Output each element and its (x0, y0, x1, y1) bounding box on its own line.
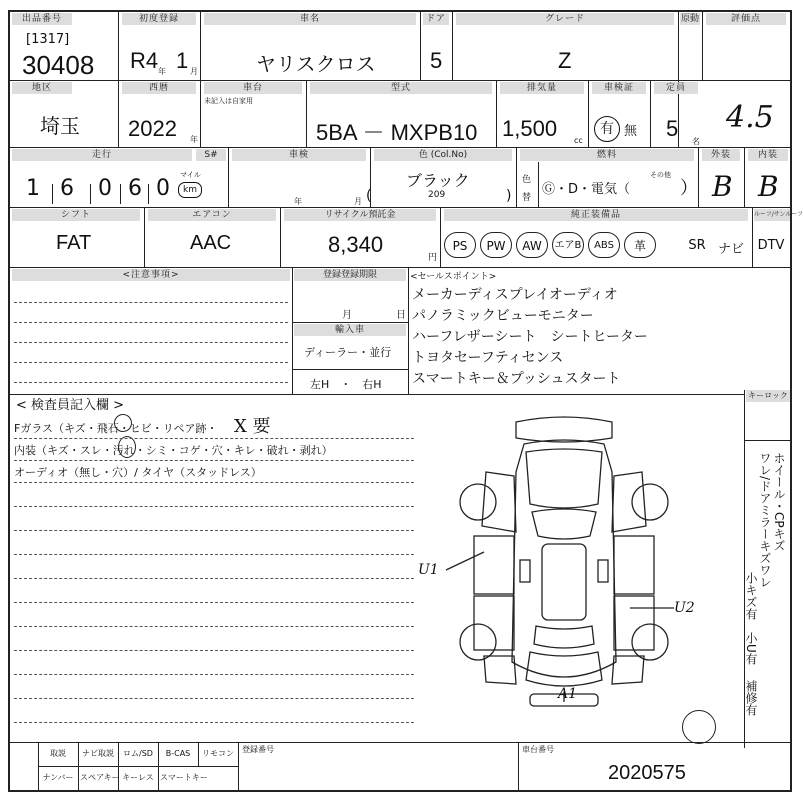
mileage-digit: 6 (128, 176, 142, 201)
note-line (14, 382, 288, 383)
color-iro: 色 (522, 175, 532, 185)
car-diagram (434, 412, 694, 712)
lot-label: 出品番号 (12, 13, 72, 25)
bottom-cell: リモコン (202, 749, 234, 758)
paren-close: ) (506, 188, 512, 204)
right-rear-door (614, 596, 654, 650)
damage-line (446, 552, 484, 570)
sales-point: ハーフレザーシート シートヒーター (412, 329, 648, 345)
inspector-line-rule (14, 460, 414, 461)
col-divider (408, 267, 409, 394)
bottom-cell: スペアキー (80, 773, 120, 782)
doors-value: 5 (430, 48, 443, 73)
exterior-value: B (712, 170, 733, 203)
inspector-line-rule (14, 530, 414, 531)
col-divider (118, 742, 119, 790)
col-divider (496, 80, 497, 147)
origin-label: 原動 (680, 14, 699, 24)
row-divider (10, 267, 790, 268)
side-note: ホイール・CPキズ (772, 452, 786, 552)
grade-value: Z (558, 48, 572, 73)
lot-code: [1317] (26, 32, 70, 47)
reg-era-year: R4 (130, 48, 159, 73)
row-divider (292, 369, 408, 370)
notes-label: <注意事項> (12, 269, 290, 281)
bottom-cell: ナンバー (42, 773, 74, 782)
condition-label: S# (196, 149, 226, 161)
row-divider (38, 766, 238, 767)
roof-label: ルーフ/サンルーフ (754, 209, 790, 221)
score-label: 評価点 (706, 13, 786, 25)
col-divider (292, 267, 293, 394)
bottom-cell: B-CAS (165, 749, 191, 758)
color-code: 209 (428, 190, 446, 200)
mirror-left (520, 560, 530, 582)
recycle-unit: 円 (428, 253, 438, 263)
interior-label: 内装 (748, 149, 788, 161)
expiry-month-unit: 月 (354, 197, 362, 206)
deadline-month: 月 (342, 310, 352, 321)
model-label: 型式 (310, 82, 492, 94)
row-divider (744, 440, 790, 441)
digit-divider (90, 184, 91, 204)
km-unit-circled: km (178, 182, 202, 198)
color-label: 色 (Col.No) (374, 149, 512, 161)
inspector-title: < 検査員記入欄 > (16, 398, 125, 413)
shift-label: シフト (12, 209, 140, 221)
col-divider (228, 147, 229, 207)
col-divider (200, 80, 201, 147)
number-label: 車台 (204, 82, 302, 94)
bottom-cell: スマートキー (160, 773, 208, 782)
circle-mark (114, 414, 132, 432)
capacity-label: 定員 (654, 82, 698, 94)
col-divider (118, 12, 119, 147)
inspector-line-rule (14, 602, 414, 603)
equipment-label: 純正装備品 (444, 209, 748, 221)
inspector-line-rule (14, 626, 414, 627)
keylock-circle (682, 710, 716, 744)
mile-unit: マイル (180, 171, 201, 179)
diagram-mark-a1: A1 (558, 686, 578, 702)
inspector-line-rule (14, 650, 414, 651)
glass-mark: X 要 (234, 416, 271, 437)
bottom-cell: ロム/SD (123, 749, 153, 758)
import-dealer: ディーラー・並行 (304, 346, 392, 359)
capacity-unit: 名 (692, 137, 700, 146)
year-unit: 年 (190, 135, 198, 144)
sales-point: メーカーディスプレイオーディオ (412, 287, 618, 303)
inspector-line: 内装（キズ・スレ・汚れ・シミ・コゲ・穴・キレ・破れ・剥れ） (14, 444, 333, 457)
expiry-year-unit: 年 (294, 197, 302, 206)
bottom-cell: キーレス (122, 773, 154, 782)
inspector-line-rule (14, 722, 414, 723)
deadline-label: 登録登録期限 (294, 269, 406, 281)
inspector-line-rule (14, 554, 414, 555)
equip-dtv: DTV (757, 238, 785, 253)
displacement-label: 排気量 (500, 82, 584, 94)
inspector-line-rule (14, 506, 414, 507)
roof (542, 544, 586, 620)
fuel-close: ） (680, 178, 698, 199)
inspector-line-rule (14, 698, 414, 699)
note-line (14, 302, 288, 303)
fuel-other: その他 (650, 171, 671, 179)
equip-navi: ナビ (717, 242, 744, 257)
left-rear-door (474, 596, 514, 650)
row-divider (292, 322, 408, 323)
col-divider (518, 742, 519, 790)
aircon-value: AAC (190, 232, 232, 254)
region-label: 地区 (12, 82, 72, 94)
reg-year-unit: 年 (158, 67, 166, 76)
import-label: 輸入車 (294, 324, 406, 336)
car-name-label: 車名 (204, 13, 416, 25)
equip-pw: PW (480, 232, 512, 258)
sales-point: トヨタセーフティセンス (412, 350, 564, 366)
inspection-no: 無 (624, 124, 638, 139)
right-front-door (614, 536, 654, 594)
digit-divider (120, 184, 121, 204)
col-divider (238, 742, 239, 790)
inspector-line: Fガラス（キズ・飛石・ヒビ・リペア跡・ (14, 422, 218, 435)
keylock-label: キーロック (746, 390, 790, 402)
mileage-label: 走行 (12, 149, 192, 161)
displacement-unit: cc (574, 136, 583, 145)
first-reg-label: 初度登録 (122, 13, 196, 25)
year-label: 西暦 (122, 82, 196, 94)
trunk (526, 652, 602, 686)
mileage-digit: 1 (26, 176, 40, 201)
grade-label: グレード (456, 13, 674, 25)
col-divider (752, 207, 753, 267)
right-front-fender (612, 472, 646, 532)
auction-sheet (8, 10, 803, 792)
windshield (532, 509, 596, 539)
row-divider (10, 207, 790, 208)
circle-mark (118, 436, 136, 458)
col-divider (200, 12, 201, 80)
side-note: 小U有 (744, 632, 758, 665)
col-divider (650, 80, 651, 147)
row-divider (10, 147, 790, 148)
private-note: 未記入は自家用 (204, 97, 253, 105)
interior-value: B (758, 170, 779, 203)
left-rear-fender (484, 656, 516, 684)
col-divider (516, 147, 517, 207)
col-divider (744, 147, 745, 207)
fuel-label: 燃料 (520, 149, 694, 161)
col-divider (698, 147, 699, 207)
car-name: ヤリスクロス (256, 54, 376, 76)
side-note: 小キズ有 (744, 572, 758, 620)
diagram-mark-u2: U2 (674, 600, 695, 616)
reg-month: 1 (176, 48, 189, 73)
inspection-yes-circled: 有 (594, 116, 620, 142)
doors-label: ドア (423, 13, 449, 25)
front-left-wheel (460, 484, 496, 520)
lot-number: 30408 (22, 50, 95, 80)
rear-right-wheel (632, 624, 668, 660)
side-note: 補修有 (744, 680, 758, 716)
shift-value: FAT (56, 232, 92, 254)
col-divider (198, 742, 199, 766)
chassis-no-label: 車台番号 (522, 745, 554, 754)
deadline-day: 日 (396, 310, 406, 321)
sales-point: スマートキー＆プッシュスタート (412, 371, 621, 387)
recycle-value: 8,340 (328, 232, 384, 257)
region-value: 埼玉 (40, 116, 80, 138)
col-divider (144, 207, 145, 267)
col-divider (538, 162, 539, 207)
aircon-label: エアコン (148, 209, 276, 221)
inspection-label: 車検証 (592, 82, 646, 94)
mileage-digit: 0 (98, 176, 112, 201)
inspector-line-rule (14, 438, 414, 439)
digit-divider (148, 184, 149, 204)
paren-open: ( (366, 188, 372, 204)
bottom-cell: 取説 (50, 749, 66, 758)
col-divider (158, 742, 159, 790)
bottom-cell: ナビ取説 (82, 749, 114, 758)
exterior-label: 外装 (702, 149, 740, 161)
color-gae: 替 (522, 193, 532, 203)
front-bumper (516, 417, 612, 442)
col-divider (452, 12, 453, 80)
import-handle: 左H ・ 右H (310, 378, 382, 391)
reg-no-label: 登録番号 (242, 745, 274, 754)
chassis-number: 2020575 (608, 762, 686, 784)
front-right-wheel (632, 484, 668, 520)
displacement-value: 1,500 (502, 116, 558, 141)
col-divider (420, 12, 421, 80)
rear-left-wheel (460, 624, 496, 660)
note-line (14, 362, 288, 363)
col-divider (78, 742, 79, 790)
side-note: ワレ/ドアミラーキズワレ (758, 452, 772, 589)
row-divider (10, 80, 790, 81)
capacity-value: 5 (666, 116, 679, 141)
inspector-line: オーディオ（無し・穴）/ タイヤ（スタッドレス） (14, 466, 262, 479)
score-value: 4.5 (726, 100, 774, 135)
inspector-line-rule (14, 578, 414, 579)
reg-month-unit: 月 (190, 67, 198, 76)
equip-airbag: エアB (552, 232, 584, 258)
mirror-right (598, 560, 608, 582)
left-front-door (474, 536, 514, 594)
color-name: ブラック (406, 171, 470, 190)
diagram-mark-u1: U1 (418, 562, 439, 578)
equip-leather: 革 (624, 232, 656, 258)
year-value: 2022 (128, 116, 177, 141)
equip-sr: SR (688, 238, 706, 253)
expiry-label: 車検 (232, 149, 366, 161)
model-value: 5BA － MXPB10 (316, 120, 478, 145)
sales-point: パノラミックビューモニター (412, 308, 594, 324)
row-divider (10, 742, 790, 743)
col-divider (306, 80, 307, 147)
mileage-digit: 6 (60, 176, 74, 201)
right-rear-fender (612, 656, 644, 684)
inspector-line-rule (14, 482, 414, 483)
equip-abs: ABS (588, 232, 620, 258)
col-divider (588, 80, 589, 147)
digit-divider (52, 184, 53, 204)
equip-ps: PS (444, 232, 476, 258)
left-front-fender (482, 472, 516, 532)
inspector-line-rule (14, 674, 414, 675)
hood (526, 449, 602, 508)
fuel-options: Ⓖ・D・電気（ (542, 182, 631, 197)
mileage-digit: 0 (156, 176, 170, 201)
col-divider (702, 12, 703, 80)
note-line (14, 342, 288, 343)
equip-aw: AW (516, 232, 548, 258)
recycle-label: リサイクル預託金 (284, 209, 436, 221)
rear-window (534, 626, 594, 648)
note-line (14, 322, 288, 323)
col-divider (440, 207, 441, 267)
sales-points-label: <セールスポイント> (410, 272, 497, 282)
col-divider (280, 207, 281, 267)
